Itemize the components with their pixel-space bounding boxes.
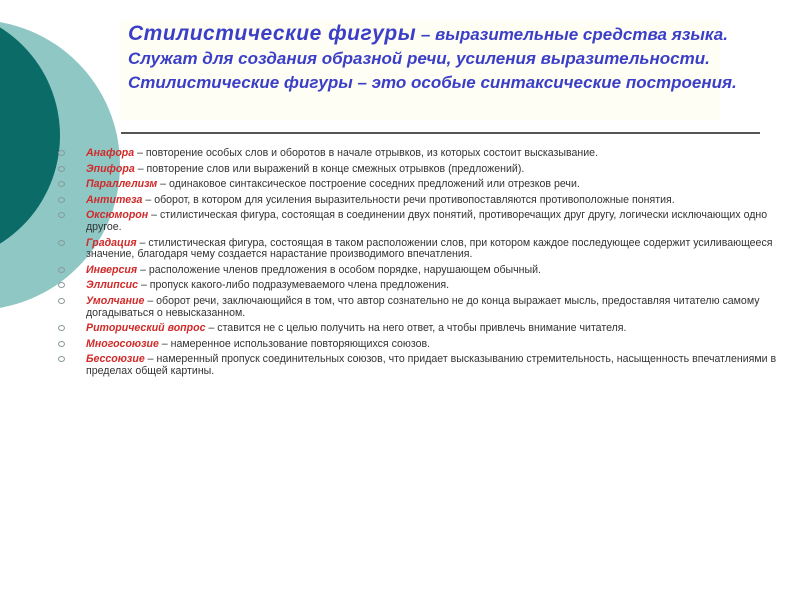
list-item <box>58 179 788 191</box>
title-divider <box>121 132 760 134</box>
term: Параллелизм <box>86 178 158 191</box>
list-item <box>58 148 788 160</box>
bullet-circle-icon <box>58 267 65 273</box>
bullet-circle-icon <box>58 212 65 218</box>
list-item <box>58 195 788 207</box>
definition: – повторение особых слов и оборотов в начале отрывков, из которых состоит высказывание. <box>134 147 599 159</box>
list-item <box>58 238 788 261</box>
list-item <box>58 164 788 176</box>
slide-title-lead: Стилистические фигуры <box>128 22 417 45</box>
term: Бессоюзие <box>86 353 145 366</box>
term: Многосоюзие <box>86 337 159 350</box>
definition: – стилистическая фигура, состоящая в таком расположении слов, при котором каждое последующее содержит усиливающееся значение, благодаря чему создается нарастание производимого впечатления. <box>86 236 773 261</box>
bullet-circle-icon <box>58 325 65 331</box>
bullet-circle-icon <box>58 181 65 187</box>
list-item <box>58 296 788 319</box>
list-item <box>58 339 788 351</box>
bullet-circle-icon <box>58 150 65 156</box>
list-item <box>58 265 788 277</box>
list-item <box>58 354 788 377</box>
slide-title <box>128 22 738 95</box>
figures-list <box>58 148 788 382</box>
list-item <box>58 280 788 292</box>
term: Градация <box>86 236 137 249</box>
definition: – оборот речи, заключающийся в том, что автор сознательно не до конца выражает мысль, предоставляя читателю самому догадываться о невысказанном. <box>86 294 760 319</box>
slide-title-rest: – выразительные средства языка. Служат для создания образной речи, усиления выразительности. Стилистические фигуры – это особые синтаксические построения. <box>128 25 737 92</box>
term: Антитеза <box>86 193 143 206</box>
term: Инверсия <box>86 263 138 276</box>
definition: – одинаковое синтаксическое построение соседних предложений или отрезков речи. <box>157 178 580 191</box>
definition: – намеренное использование повторяющихся союзов. <box>158 337 431 350</box>
list-item <box>58 210 788 233</box>
definition: – повторение слов или выражений в конце смежных отрывков (предложений). <box>134 162 525 175</box>
bullet-circle-icon <box>58 341 65 347</box>
bullet-circle-icon <box>58 240 65 246</box>
definition: – намеренный пропуск соединительных союзов, что придает высказыванию стремительность, насыщенность впечатлениями в пределах общей картины. <box>86 353 777 377</box>
bullet-circle-icon <box>58 166 65 172</box>
definition: – стилистическая фигура, состоящая в соединении двух понятий, противоречащих друг другу, логически исключающих одно другое. <box>86 209 768 233</box>
bullet-circle-icon <box>58 282 65 288</box>
definition: – пропуск какого-либо подразумеваемого члена предложения. <box>138 279 450 292</box>
term: Анафора <box>86 147 135 159</box>
term: Умолчание <box>86 294 145 307</box>
definition: – ставится не с целью получить на него ответ, а чтобы привлечь внимание читателя. <box>205 322 627 335</box>
term: Оксюморон <box>86 209 149 222</box>
list-item <box>58 323 788 335</box>
term: Эллипсис <box>86 279 138 292</box>
bullet-circle-icon <box>58 197 65 203</box>
bullet-circle-icon <box>58 298 65 304</box>
definition: – расположение членов предложения в особом порядке, нарушающем обычный. <box>137 263 541 276</box>
definition: – оборот, в котором для усиления выразительности речи противопоставляются противоположные понятия. <box>142 193 675 206</box>
term: Эпифора <box>86 162 135 175</box>
term: Риторический вопрос <box>86 322 206 335</box>
bullet-circle-icon <box>58 356 65 362</box>
